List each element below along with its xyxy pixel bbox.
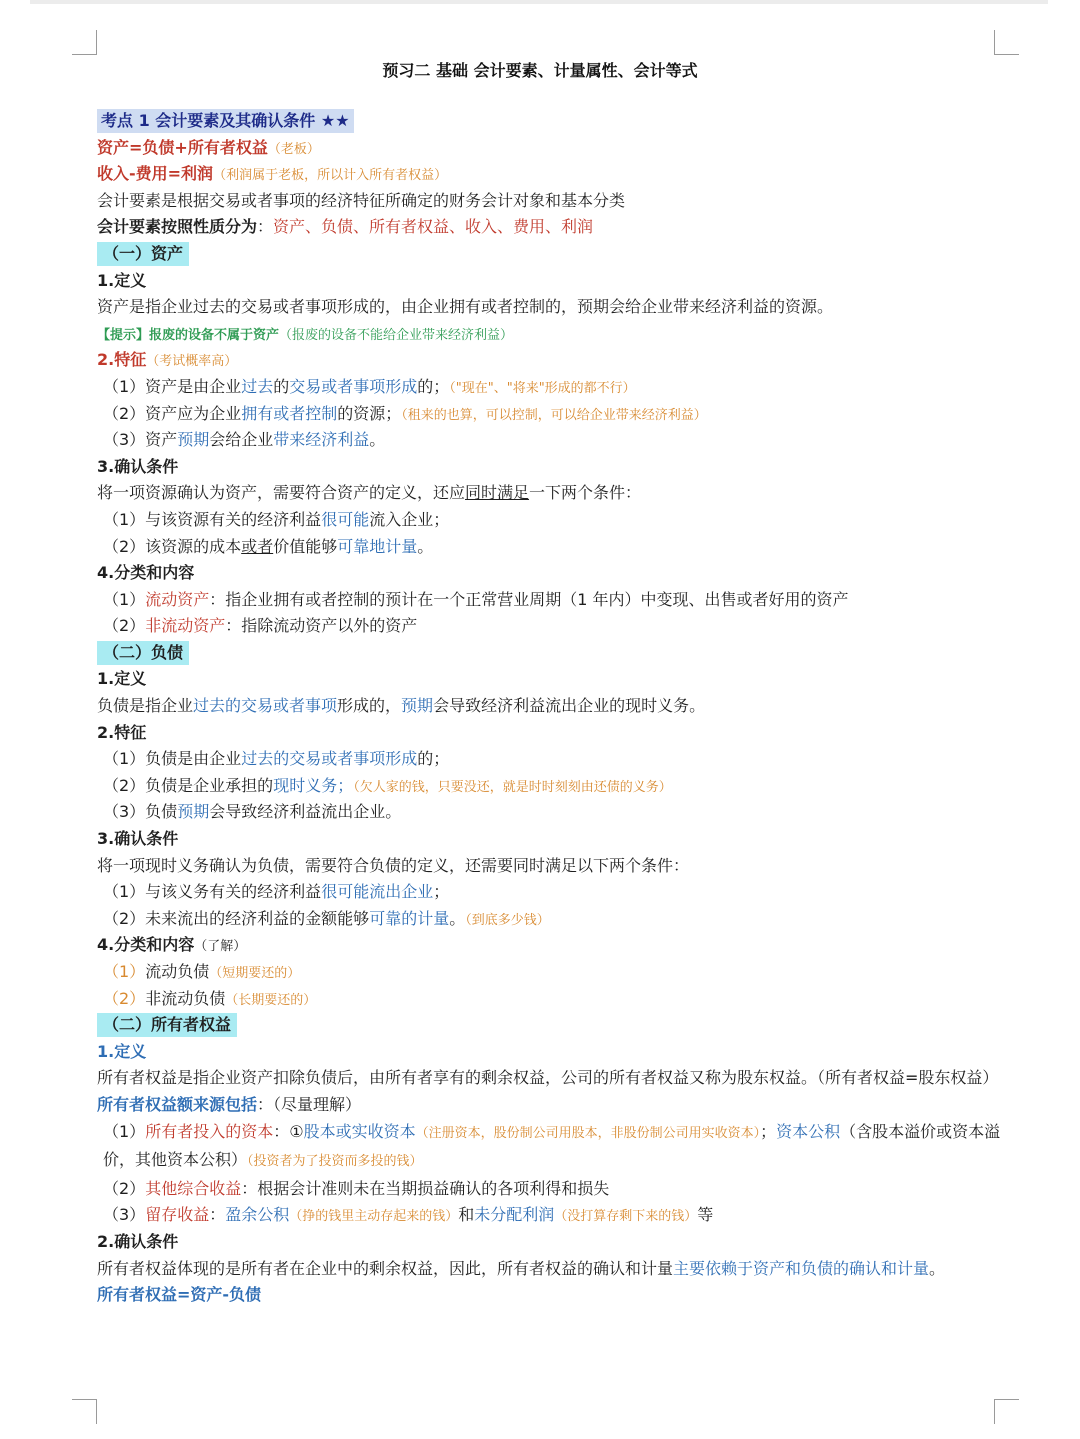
assets-rec-text: 将一项资源确认为资产，需要符合资产的定义，还应同时满足一下两个条件： — [97, 483, 642, 503]
equity-formula: 所有者权益=资产-负债 — [97, 1285, 262, 1305]
equity-def-text: 所有者权益是指企业资产扣除负债后，由所有者享有的剩余权益，公司的所有者权益又称为股东权益。（所有者权益=股东权益） — [97, 1068, 999, 1088]
crop-mark-bottom-right — [994, 1399, 1019, 1424]
liab-heading: （二）负债 — [97, 640, 1002, 667]
liab-cls-2: （2）非流动负债（长期要还的） — [103, 988, 317, 1008]
liab-feat-title: 2.特征 — [97, 722, 147, 742]
liab-rec-2: （2）未来流出的经济利益的金额能够可靠的计量。（到底多少钱） — [103, 908, 550, 928]
assets-feat-title: 2.特征（考试概率高） — [97, 350, 238, 370]
equation-2: 收入-费用=利润（利润属于老板，所以计入所有者权益） — [97, 164, 448, 184]
equity-heading: （二）所有者权益 — [97, 1012, 1002, 1039]
assets-heading: （一）资产 — [97, 241, 1002, 268]
assets-cls-1: （1）流动资产：指企业拥有或者控制的预计在一个正常营业周期（1 年内）中变现、出售或者好用的资产 — [103, 589, 849, 609]
equity-src-1: （1）所有者投入的资本：①股本或实收资本（注册资本，股份制公司用股本，非股份制公司用实收资本）；资本公积（含股本溢价或资本溢价，其他资本公积）（投资者为了投资而多投的钱） — [103, 1121, 1001, 1170]
crop-mark-bottom-left — [72, 1399, 97, 1424]
liab-rec-1: （1）与该义务有关的经济利益很可能流出企业； — [103, 882, 450, 902]
assets-def-title: 1.定义 — [97, 270, 147, 290]
liab-rec-title: 3.确认条件 — [97, 829, 179, 849]
liab-cls-1: （1）流动负债（短期要还的） — [103, 962, 301, 981]
assets-rec-1: （1）与该资源有关的经济利益很可能流入企业； — [103, 509, 450, 529]
assets-def-text: 资产是指企业过去的交易或者事项形成的，由企业拥有或者控制的，预期会给企业带来经济利益的资源。 — [97, 297, 834, 317]
top-edge — [30, 0, 1048, 4]
liab-feature-3: （3）负债预期会导致经济利益流出企业。 — [103, 802, 402, 822]
equity-rec-title: 2.确认条件 — [97, 1231, 179, 1251]
assets-feature-2: （2）资产应为企业拥有或者控制的资源；（租来的也算，可以控制，可以给企业带来经济利益） — [103, 403, 707, 423]
liab-rec-text: 将一项现时义务确认为负债，需要符合负债的定义，还需要同时满足以下两个条件： — [97, 855, 690, 875]
intro-text: 会计要素是根据交易或者事项的经济特征所确定的财务会计对象和基本分类 — [97, 190, 626, 210]
liab-cls-title: 4.分类和内容（了解） — [97, 935, 247, 955]
page-title: 预习二 基础 会计要素、计量属性、会计等式 — [382, 61, 698, 80]
assets-tip: 【提示】报废的设备不属于资产（报废的设备不能给企业带来经济利益） — [97, 327, 514, 343]
assets-cls-2: （2）非流动资产：指除流动资产以外的资产 — [103, 616, 418, 636]
document-body — [97, 108, 1002, 1309]
equity-src-3: （3）留存收益：盈余公积（挣的钱里主动存起来的钱）和未分配利润（没打算存剩下来的钱）等 — [103, 1205, 714, 1225]
crop-mark-top-left — [72, 30, 97, 55]
assets-feature-1: （1）资产是由企业过去的交易或者事项形成的；（"现在"、"将来"形成的都不行） — [103, 376, 636, 396]
assets-rec-2: （2）该资源的成本或者价值能够可靠地计量。 — [103, 536, 434, 556]
liab-def-title: 1.定义 — [97, 669, 147, 689]
equity-def-title: 1.定义 — [97, 1041, 147, 1061]
section-heading-k1: 考点 1 会计要素及其确认条件 ★★ — [97, 108, 1002, 135]
assets-cls-title: 4.分类和内容 — [97, 563, 195, 583]
crop-mark-top-right — [994, 30, 1019, 55]
liab-feature-1: （1）负债是由企业过去的交易或者事项形成的； — [103, 749, 450, 769]
equity-src-title: 所有者权益额来源包括：（尽量理解） — [97, 1094, 362, 1114]
assets-feature-3: （3）资产预期会给企业带来经济利益。 — [103, 430, 386, 450]
liab-def-text: 负债是指企业过去的交易或者事项形成的，预期会导致经济利益流出企业的现时义务。 — [97, 696, 706, 716]
equity-src-2: （2）其他综合收益：根据会计准则未在当期损益确认的各项利得和损失 — [103, 1178, 610, 1198]
element-list: 会计要素按照性质分为：资产、负债、所有者权益、收入、费用、利润 — [97, 217, 594, 237]
liab-feature-2: （2）负债是企业承担的现时义务；（欠人家的钱，只要没还，就是时时刻刻由还债的义务） — [103, 775, 672, 795]
equation-1: 资产=负债+所有者权益（老板） — [97, 137, 320, 157]
equity-rec-text: 所有者权益体现的是所有者在企业中的剩余权益，因此，所有者权益的确认和计量主要依赖于资产和负债的确认和计量。 — [97, 1258, 946, 1278]
assets-rec-title: 3.确认条件 — [97, 456, 179, 476]
